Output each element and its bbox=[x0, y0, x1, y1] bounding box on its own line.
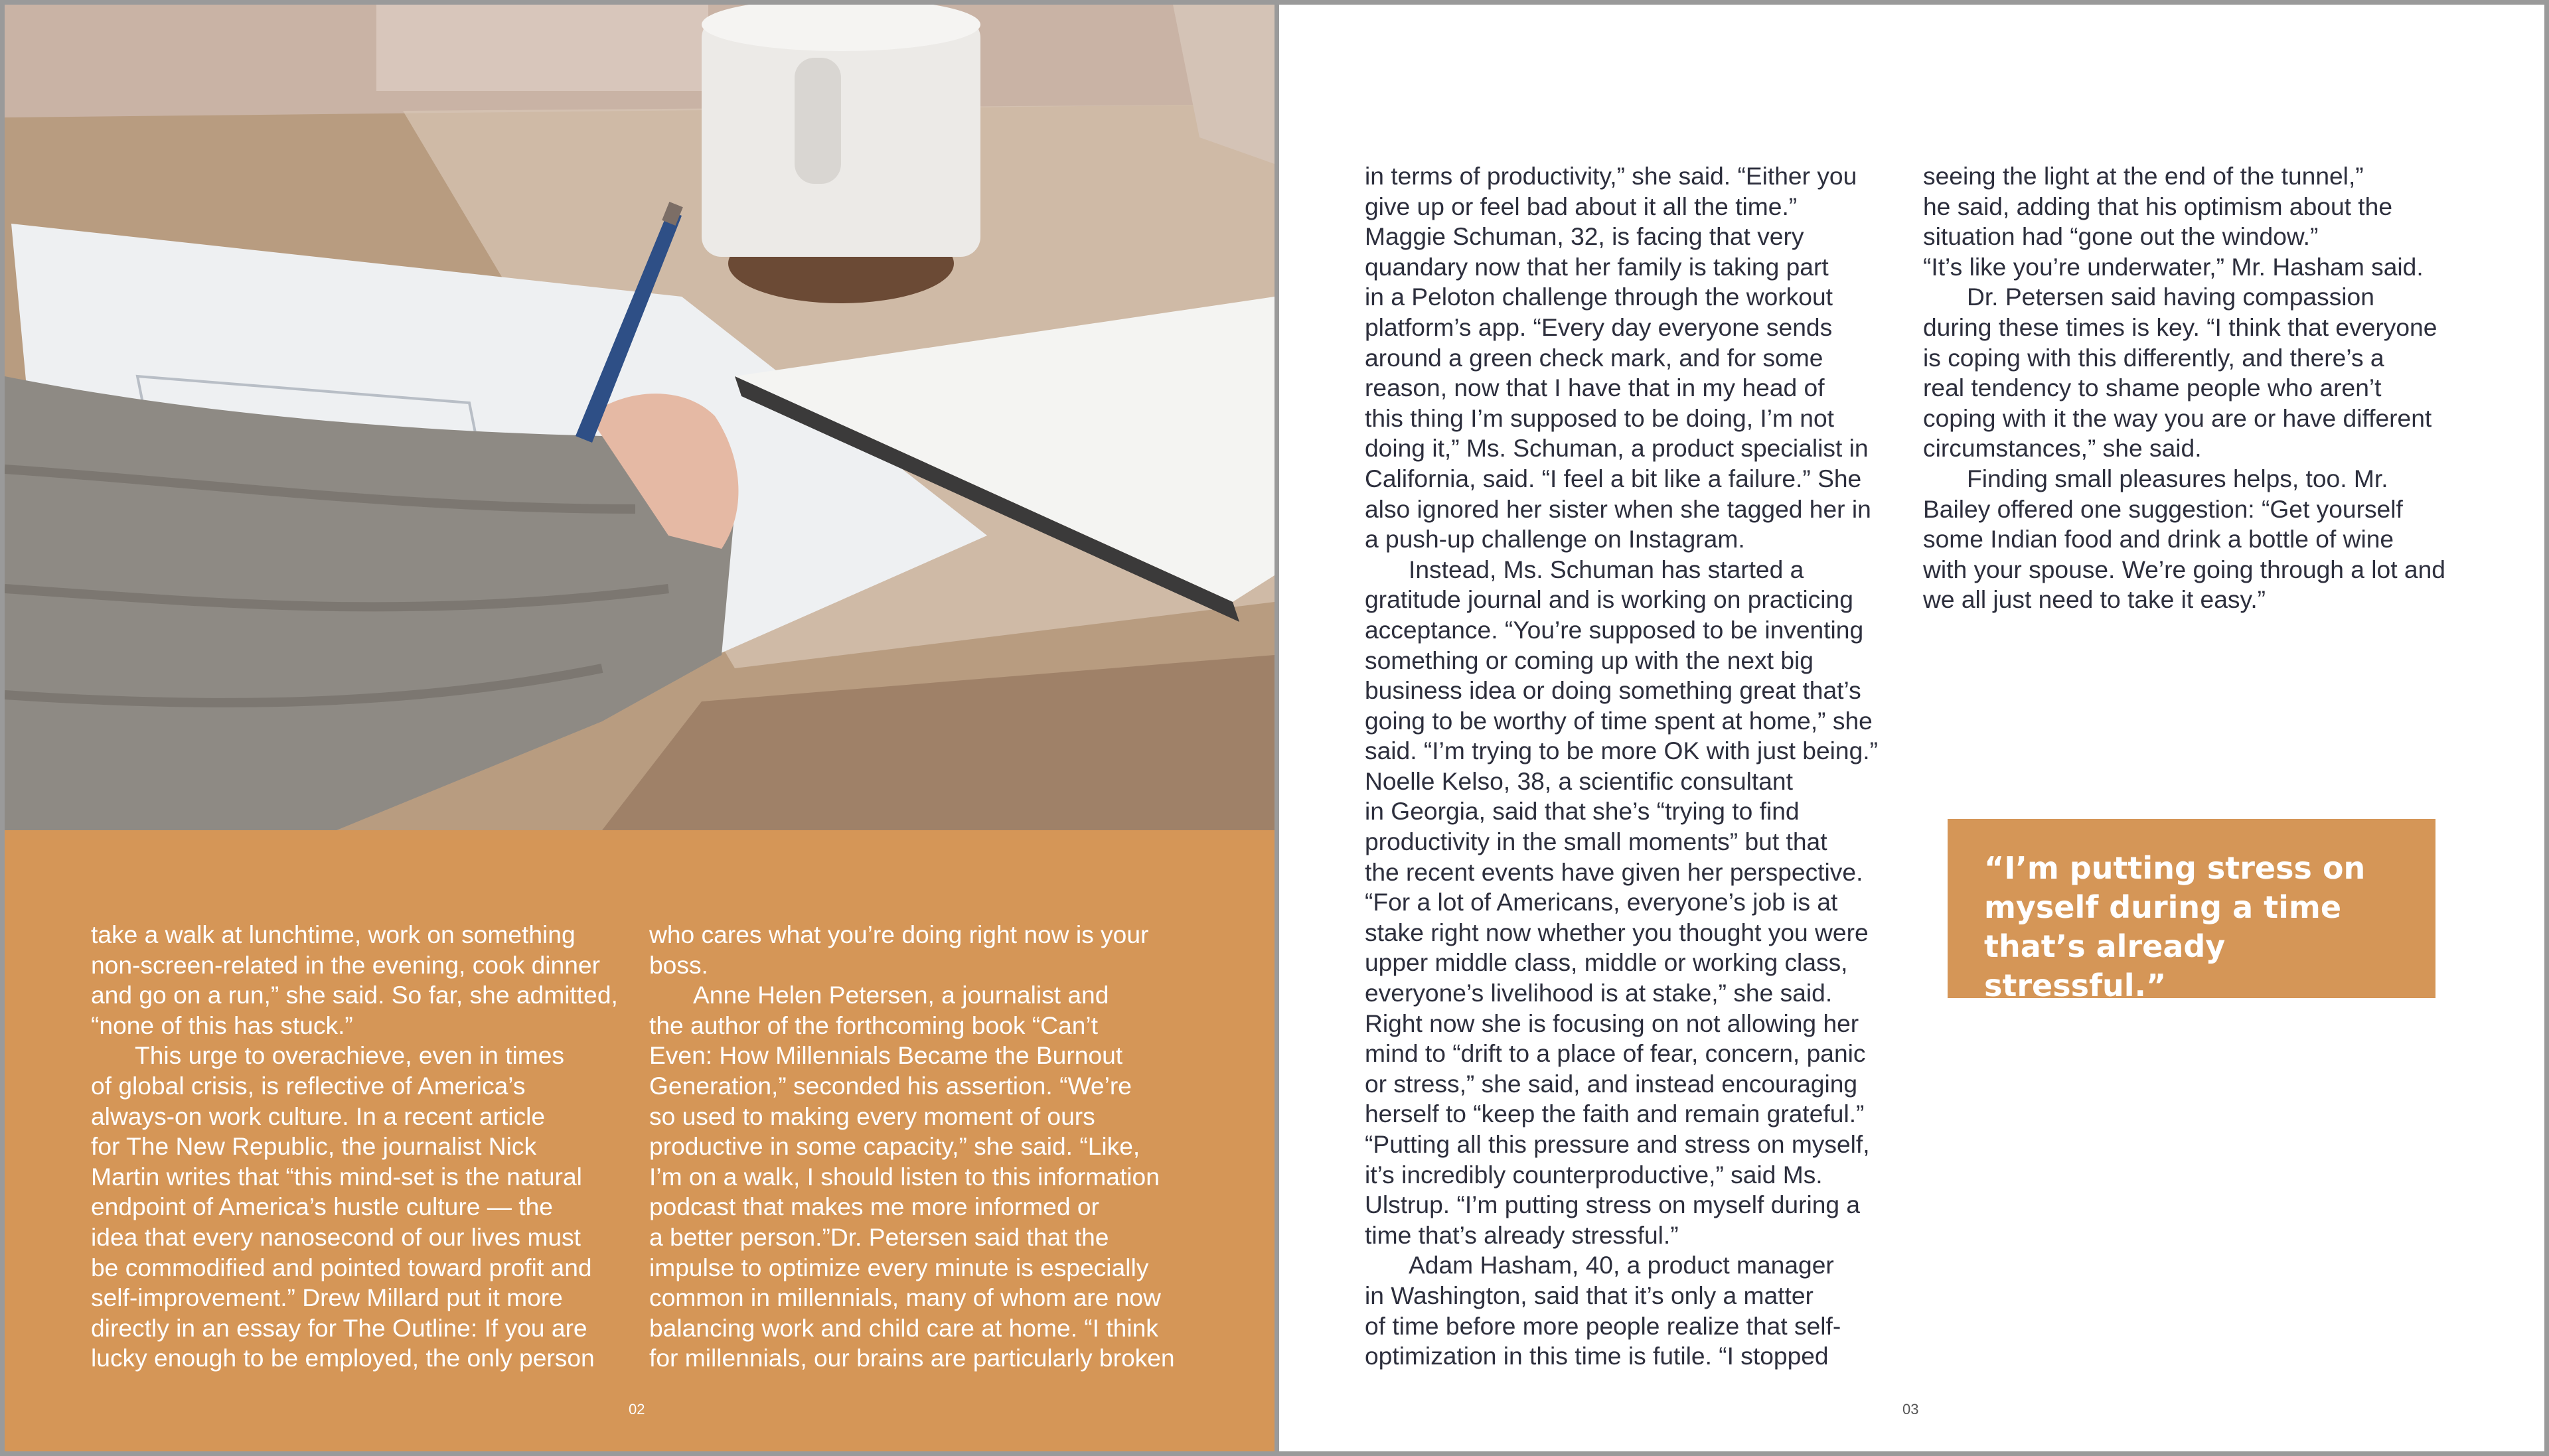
text-line: real tendency to shame people who aren’t bbox=[1923, 374, 2382, 402]
article-column-1 bbox=[91, 920, 635, 1374]
pull-quote-line: myself during a time bbox=[1984, 889, 2342, 925]
text-line: endpoint of America’s hustle culture — the bbox=[91, 1193, 553, 1221]
text-line: doing it,” Ms. Schuman, a product specialist in bbox=[1365, 434, 1869, 463]
text-line: during these times is key. “I think that everyone bbox=[1923, 313, 2437, 341]
text-line: Martin writes that “this mind-set is the natural bbox=[91, 1162, 582, 1191]
article-column-3 bbox=[1365, 161, 1909, 1372]
text-line: give up or feel bad about it all the time.” bbox=[1365, 192, 1798, 220]
paragraph bbox=[1365, 1250, 1909, 1371]
text-line: Right now she is focusing on not allowing her bbox=[1365, 1009, 1859, 1037]
text-line: in Georgia, said that she’s “trying to find bbox=[1365, 797, 1800, 826]
text-line: who cares what you’re doing right now is your bbox=[649, 920, 1149, 948]
text-line: this thing I’m supposed to be doing, I’m not bbox=[1365, 403, 1834, 432]
text-line: Finding small pleasures helps, too. Mr. bbox=[1967, 464, 2388, 492]
text-line: everyone’s livelihood is at stake,” she said. bbox=[1365, 979, 1833, 1007]
text-line: impulse to optimize every minute is especially bbox=[649, 1253, 1149, 1281]
text-line: Noelle Kelso, 38, a scientific consultant bbox=[1365, 766, 1793, 795]
text-line: said. “I’m trying to be more OK with just being.” bbox=[1365, 737, 1878, 765]
text-line: circumstances,” she said. bbox=[1923, 434, 2202, 463]
text-line: be commodified and pointed toward profit and bbox=[91, 1253, 592, 1281]
text-line: balancing work and child care at home. “I think bbox=[649, 1313, 1158, 1342]
text-line: or stress,” she said, and instead encouraging bbox=[1365, 1069, 1858, 1098]
text-line: the recent events have given her perspective. bbox=[1365, 857, 1863, 886]
paragraph bbox=[91, 920, 635, 1041]
pull-quote bbox=[1948, 819, 2435, 1003]
text-line: the author of the forthcoming book “Can’t bbox=[649, 1011, 1098, 1039]
text-line: time that’s already stressful.” bbox=[1365, 1220, 1679, 1249]
text-line: going to be worthy of time spent at home,” she bbox=[1365, 706, 1873, 735]
text-line: lucky enough to be employed, the only person bbox=[91, 1344, 595, 1372]
text-line: of global crisis, is reflective of America’s bbox=[91, 1071, 526, 1100]
paragraph bbox=[649, 920, 1267, 980]
text-line: quandary now that her family is taking part bbox=[1365, 252, 1829, 281]
text-line: non-screen-related in the evening, cook dinner bbox=[91, 950, 600, 979]
text-line: it’s incredibly counterproductive,” said Ms. bbox=[1365, 1160, 1823, 1189]
text-line: in Washington, said that it’s only a matter bbox=[1365, 1281, 1814, 1309]
text-line: coping with it the way you are or have different bbox=[1923, 403, 2432, 432]
text-line: for The New Republic, the journalist Nick bbox=[91, 1132, 537, 1161]
photo-illustration bbox=[5, 5, 1274, 830]
text-line: “It’s like you’re underwater,” Mr. Hasham said. bbox=[1923, 252, 2424, 281]
text-line: mind to “drift to a place of fear, concern, panic bbox=[1365, 1039, 1866, 1068]
text-line: Bailey offered one suggestion: “Get yourself bbox=[1923, 494, 2403, 523]
text-line: some Indian food and drink a bottle of wine bbox=[1923, 525, 2394, 553]
text-line: optimization in this time is futile. “I stopped bbox=[1365, 1342, 1829, 1370]
text-line: idea that every nanosecond of our lives must bbox=[91, 1222, 581, 1251]
text-line: a push-up challenge on Instagram. bbox=[1365, 525, 1745, 553]
text-line: acceptance. “You’re supposed to be inventing bbox=[1365, 615, 1864, 644]
text-line: boss. bbox=[649, 950, 708, 979]
text-line: common in millennials, many of whom are now bbox=[649, 1283, 1161, 1312]
photo bbox=[5, 5, 1274, 830]
text-line: a better person.”Dr. Petersen said that the bbox=[649, 1222, 1109, 1251]
text-line: Generation,” seconded his assertion. “We’re bbox=[649, 1071, 1132, 1100]
text-line: directly in an essay for The Outline: If you are bbox=[91, 1313, 587, 1342]
photo-mug-handle bbox=[795, 58, 841, 184]
text-line: business idea or doing something great that’s bbox=[1365, 676, 1861, 705]
text-line: “Putting all this pressure and stress on myself, bbox=[1365, 1130, 1870, 1158]
article-column-4 bbox=[1923, 161, 2534, 615]
text-line: take a walk at lunchtime, work on something bbox=[91, 920, 576, 948]
article-column-2 bbox=[649, 920, 1267, 1374]
text-line: podcast that makes me more informed or bbox=[649, 1193, 1099, 1221]
text-line: Dr. Petersen said having compassion bbox=[1967, 283, 2374, 311]
text-line: in terms of productivity,” she said. “Either you bbox=[1365, 162, 1857, 190]
text-line: “none of this has stuck.” bbox=[91, 1011, 353, 1039]
text-line: for millennials, our brains are particularly broken bbox=[649, 1344, 1175, 1372]
text-line: and go on a run,” she said. So far, she admitted, bbox=[91, 981, 618, 1009]
text-line: California, said. “I feel a bit like a failure.” She bbox=[1365, 464, 1862, 492]
text-line: upper middle class, middle or working class, bbox=[1365, 948, 1848, 977]
text-line: herself to “keep the faith and remain grateful.” bbox=[1365, 1100, 1865, 1128]
paragraph bbox=[1365, 555, 1909, 1251]
text-line: always-on work culture. In a recent article bbox=[91, 1102, 546, 1130]
text-line: he said, adding that his optimism about the bbox=[1923, 192, 2392, 220]
text-line: I’m on a walk, I should listen to this information bbox=[649, 1162, 1160, 1191]
paragraph bbox=[649, 980, 1267, 1374]
text-line: Instead, Ms. Schuman has started a bbox=[1409, 555, 1804, 583]
left-page bbox=[5, 5, 1274, 1451]
text-line: Even: How Millennials Became the Burnout bbox=[649, 1041, 1123, 1070]
text-line: Anne Helen Petersen, a journalist and bbox=[693, 981, 1109, 1009]
paragraph bbox=[1365, 161, 1909, 555]
text-line: gratitude journal and is working on practicing bbox=[1365, 585, 1853, 614]
text-line: situation had “gone out the window.” bbox=[1923, 222, 2319, 251]
paragraph bbox=[1923, 161, 2534, 282]
text-line: with your spouse. We’re going through a lot and bbox=[1923, 555, 2445, 583]
pull-quote-line: that’s already stressful.” bbox=[1984, 928, 2226, 1003]
right-page bbox=[1279, 5, 2544, 1451]
text-line: Ulstrup. “I’m putting stress on myself during a bbox=[1365, 1191, 1861, 1219]
page-number: 03 bbox=[1902, 1401, 1919, 1418]
text-line: around a green check mark, and for some bbox=[1365, 343, 1823, 372]
text-line: “For a lot of Americans, everyone’s job is at bbox=[1365, 888, 1838, 916]
text-line: of time before more people realize that self- bbox=[1365, 1311, 1841, 1340]
text-line: also ignored her sister when she tagged her in bbox=[1365, 494, 1871, 523]
pull-quote-line: “I’m putting stress on bbox=[1984, 850, 2366, 886]
text-line: stake right now whether you thought you were bbox=[1365, 918, 1869, 946]
text-line: seeing the light at the end of the tunnel,” bbox=[1923, 162, 2364, 190]
paragraph bbox=[91, 1041, 635, 1374]
page-number: 02 bbox=[629, 1401, 645, 1418]
text-line: productivity in the small moments” but that bbox=[1365, 828, 1827, 856]
paragraph bbox=[1923, 464, 2534, 615]
text-line: we all just need to take it easy.” bbox=[1923, 585, 2266, 614]
text-line: something or coming up with the next big bbox=[1365, 646, 1814, 674]
text-line: Adam Hasham, 40, a product manager bbox=[1409, 1251, 1834, 1279]
text-line: so used to making every moment of ours bbox=[649, 1102, 1095, 1130]
photo-wall-panel bbox=[376, 5, 708, 91]
text-line: in a Peloton challenge through the workout bbox=[1365, 283, 1833, 311]
text-line: self-improvement.” Drew Millard put it more bbox=[91, 1283, 563, 1312]
text-line: Maggie Schuman, 32, is facing that very bbox=[1365, 222, 1804, 251]
text-line: is coping with this differently, and there’s a bbox=[1923, 343, 2384, 372]
text-line: productive in some capacity,” she said. “Like, bbox=[649, 1132, 1140, 1161]
text-line: platform’s app. “Every day everyone sends bbox=[1365, 313, 1833, 341]
paragraph bbox=[1923, 282, 2534, 464]
text-line: This urge to overachieve, even in times bbox=[135, 1041, 564, 1070]
text-line: reason, now that I have that in my head of bbox=[1365, 374, 1825, 402]
